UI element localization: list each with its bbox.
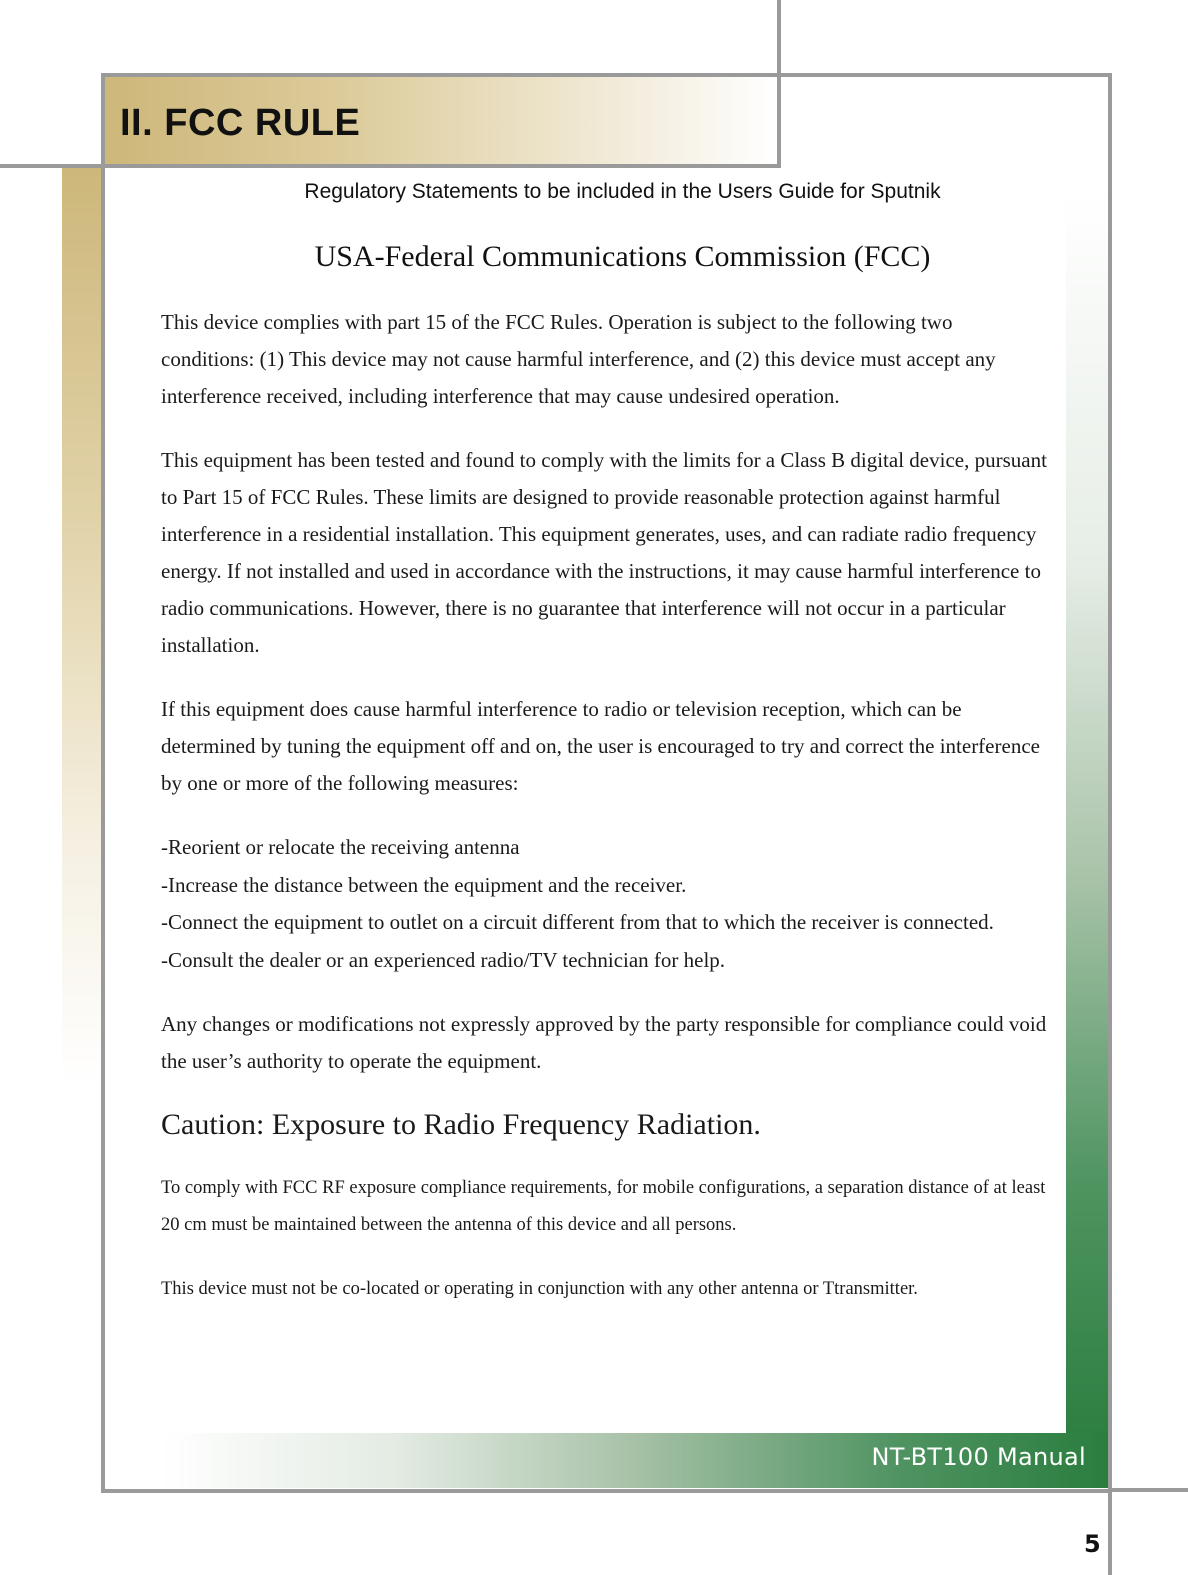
left-gold-stripe <box>62 168 105 1088</box>
list-item: -Connect the equipment to outlet on a circuit different from that to which the receiver is connected. <box>161 910 994 934</box>
list-item: -Reorient or relocate the receiving antenna <box>161 835 520 859</box>
paragraph-interference: If this equipment does cause harmful interference to radio or television reception, which can be determined by tuning the equipment off and on, the user is encouraged to try and correct the interference by one or more of the following measures: <box>161 697 1040 795</box>
manual-label: NT-BT100 Manual <box>871 1443 1086 1471</box>
frame-line-top <box>777 0 781 77</box>
frame-line-bottom <box>1108 1488 1112 1575</box>
list-item: -Consult the dealer or an experienced radio/TV technician for help. <box>161 947 726 972</box>
paragraph-class-b: This equipment has been tested and found to comply with the limits for a Class B digital device, pursuant to Part 15 of FCC Rules. These limits are designed to provide reasonable protection against harmful interference in a residential installation. This equipment generates, uses, and can radiate radio frequency energy. If not installed and used in accordance with the instructions, it may cause harmful interference to radio communications. However, there is no guarantee that interference will not occur in a particular installation. <box>161 448 1047 657</box>
content-body <box>161 304 1051 1335</box>
measures-list <box>161 829 1051 979</box>
frame-line-left <box>0 164 104 168</box>
fcc-heading: USA-Federal Communications Commission (FCC) <box>314 240 931 273</box>
caution-text-colocation: This device must not be co-located or operating in conjunction with any other antenna or Ttransmitter. <box>161 1279 918 1299</box>
frame-line-right <box>1108 1488 1188 1492</box>
caution-title: Caution: Exposure to Radio Frequency Radiation. <box>161 1108 761 1141</box>
paragraph-compliance: This device complies with part 15 of the FCC Rules. Operation is subject to the following two conditions: (1) This device may not cause harmful interference, and (2) this device must accept any interference received, including interference that may cause undesired operation. <box>161 310 996 408</box>
caution-text-exposure: To comply with FCC RF exposure compliance requirements, for mobile configurations, a separation distance of at least 20 cm must be maintained between the antenna of this device and all persons. <box>161 1178 1046 1235</box>
list-item: -Increase the distance between the equipment and the receiver. <box>161 872 687 897</box>
paragraph-changes: Any changes or modifications not expressly approved by the party responsible for compliance could void the user’s authority to operate the equipment. <box>161 1012 1047 1073</box>
subtitle: Regulatory Statements to be included in the Users Guide for Sputnik <box>304 180 941 203</box>
page-number: 5 <box>1084 1530 1101 1558</box>
section-title: II. FCC RULE <box>120 102 361 144</box>
